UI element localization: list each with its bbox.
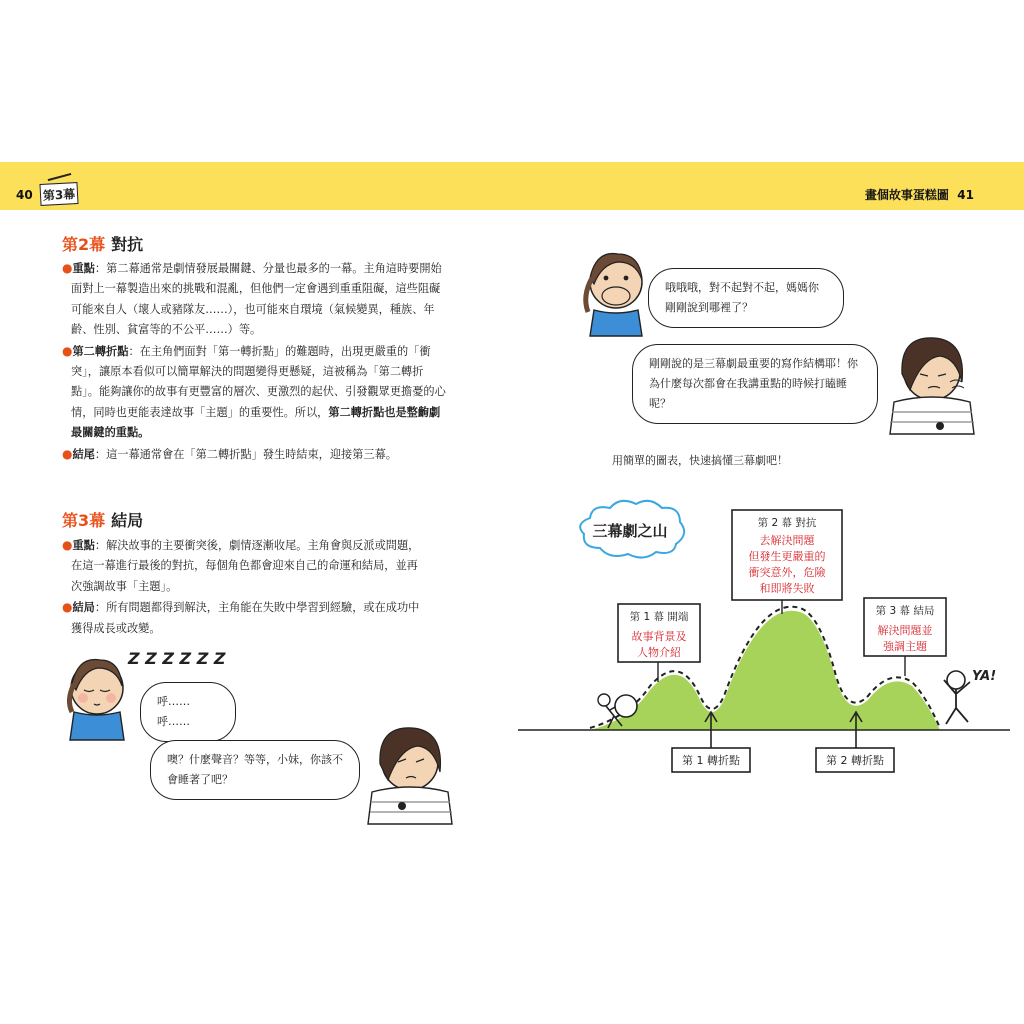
diagram-caption: 用簡單的圖表，快速搞懂三幕劇吧！ [612, 454, 788, 467]
cloud-title: 三幕劇之山 [592, 522, 668, 540]
cheering-figure-illustration [944, 671, 970, 724]
act1-box-line-2: 人物介紹 [637, 646, 681, 659]
act3-item-2: ●結局：所有問題都得到解決，主角能在失敗中學習到經驗，或在成功中獲得成長或改變。 [62, 600, 420, 635]
girl-covering-mouth-illustration [586, 254, 642, 337]
snore-bubble: 呼……呼…… [140, 682, 236, 742]
ya-exclamation: YA! [972, 669, 997, 684]
act2-box-line-4: 和即將失敗 [759, 582, 815, 595]
act2-box-title: 第 2 幕 對抗 [757, 517, 817, 529]
act3-box-title: 第 3 幕 結局 [875, 605, 935, 617]
sleeping-girl-illustration [69, 660, 124, 741]
act2-box-line-1: 去解決問題 [759, 534, 815, 547]
older-sister-illustration [368, 728, 452, 824]
left-page-number: 40 [16, 188, 33, 202]
act2-heading: 第2幕 對抗 [62, 235, 144, 254]
act3-heading: 第3幕 結局 [62, 511, 144, 530]
mother-illustration [890, 338, 974, 434]
girl-bubble: 哦哦哦，對不起對不起，媽媽你剛剛說到哪裡了？ [648, 268, 844, 328]
act3-box-line-2: 強調主題 [883, 640, 927, 653]
sister-bubble: 噢？什麼聲音？等等，小妹，你該不會睡著了吧？ [150, 740, 360, 800]
act2-item-1: ●重點：第二幕通常是劇情發展最關鍵、分量也最多的一幕。主角這時要開始面對上一幕製造出來的挑戰和混亂，但他們一定會遇到重重阻礙，這些阻礙可能來自人（壞人或豬隊友……），也可能來自環境（氣候變異，種族、年齡、性別、貧富等的不公平……）等。 [62, 261, 442, 337]
right-page-number: 41 [957, 188, 974, 202]
act2-item-2: ●第二轉折點：在主角們面對「第一轉折點」的難題時，出現更嚴重的「衝突」，讓原本看似可以簡單解決的問題變得更懸疑，這被稱為「第二轉折點」。能夠讓你的故事有更豐富的層次、更激烈的起伏、引發觀眾更擔憂的心情，同時也更能表達故事「主題」的重要性。所以，第二轉折點也是整齣劇最關鍵的重點。 [62, 343, 446, 440]
act2-box-line-2: 但發生更嚴重的 [748, 550, 826, 563]
book-title: 畫個故事蛋糕圖 41 [864, 188, 974, 202]
act2-item-3: ●結尾：這一幕通常會在「第二轉折點」發生時結束，迎接第三幕。 [62, 446, 397, 461]
act2-box-line-3: 衝突意外，危險 [748, 566, 826, 579]
turning-point-1-label: 第 1 轉折點 [682, 754, 740, 767]
chapter-tag: 第3幕 [39, 182, 78, 206]
mom-bubble: 剛剛說的是三幕劇最重要的寫作結構耶！你為什麼每次都會在我講重點的時候打瞌睡呢？ [632, 344, 878, 424]
act1-box-title: 第 1 幕 開端 [629, 611, 689, 623]
turning-point-2-label: 第 2 轉折點 [826, 754, 884, 767]
act3-box-line-1: 解決問題並 [877, 624, 933, 637]
sleep-sound: Z Z Z Z Z Z [128, 649, 226, 668]
act1-box-line-1: 故事背景及 [631, 630, 687, 643]
act3-item-1: ●重點：解決故事的主要衝突後，劇情逐漸收尾。主角會與反派或問題，在這一幕進行最後的對抗，每個角色都會迎來自己的命運和結局，並再次強調故事「主題」。 [62, 538, 420, 593]
